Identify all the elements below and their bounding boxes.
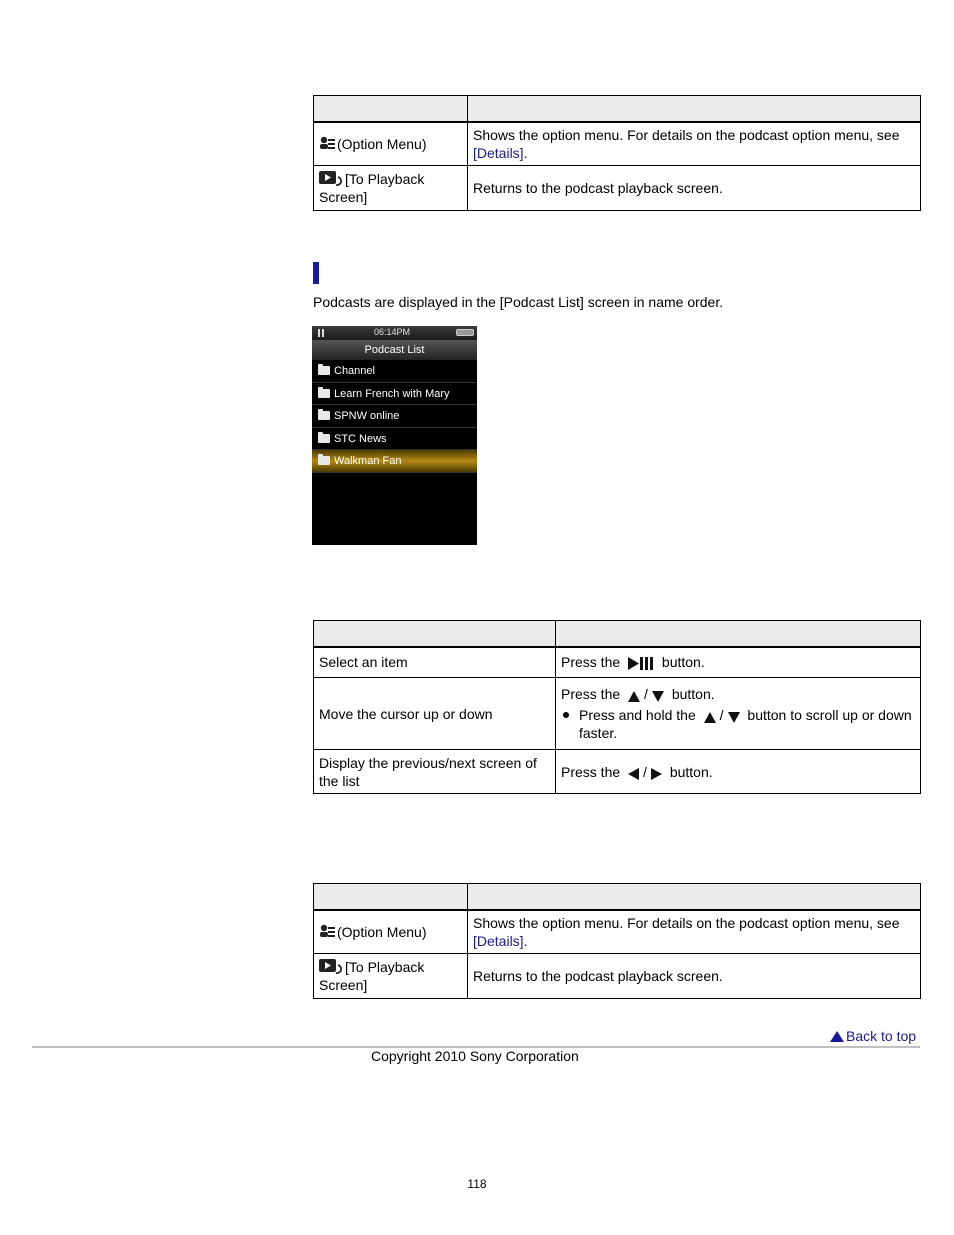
back-to-top-link[interactable]: Back to top xyxy=(830,1028,916,1044)
folder-icon xyxy=(318,389,330,398)
folder-icon xyxy=(318,366,330,375)
table-row xyxy=(314,647,921,678)
list-item: Learn French with Mary xyxy=(312,383,477,406)
option-menu-desc: Shows the option menu. For details on the podcast option menu, see [Details]. xyxy=(468,910,921,954)
to-playback-screen-icon xyxy=(319,171,343,187)
intro-text: Podcasts are displayed in the [Podcast List] screen in name order. xyxy=(313,294,724,310)
up-arrow-icon xyxy=(628,691,640,702)
play-pause-icon xyxy=(628,657,654,670)
details-link[interactable]: [Details] xyxy=(473,144,524,161)
to-playback-cell: [To Playback Screen] xyxy=(314,954,468,999)
folder-icon xyxy=(318,411,330,420)
table-row xyxy=(314,910,921,954)
action-cell: Select an item xyxy=(314,647,556,678)
page-number: 118 xyxy=(467,1177,487,1191)
button-operation-table xyxy=(313,620,921,794)
table-row xyxy=(314,750,921,794)
to-playback-desc: Returns to the podcast playback screen. xyxy=(468,166,921,211)
action-cell: Move the cursor up or down xyxy=(314,678,556,750)
action-cell: Display the previous/next screen of the list xyxy=(314,750,556,794)
option-menu-desc: Shows the option menu. For details on the podcast option menu, see [Details]. xyxy=(468,122,921,166)
table-row xyxy=(314,678,921,750)
option-menu-icon xyxy=(319,136,335,152)
option-menu-icon xyxy=(319,924,335,940)
table-header-row xyxy=(314,621,921,647)
list-item: Channel xyxy=(312,360,477,383)
device-status-bar xyxy=(312,326,477,340)
operation-cell: Press the / button. xyxy=(556,750,921,794)
option-table-bottom xyxy=(313,883,921,999)
left-arrow-icon xyxy=(628,768,639,780)
table-row xyxy=(314,122,921,166)
table-header-row xyxy=(314,96,921,122)
battery-icon xyxy=(456,329,474,336)
section-heading-marker xyxy=(313,262,319,284)
down-arrow-icon xyxy=(728,712,740,723)
right-arrow-icon xyxy=(651,768,662,780)
list-item: SPNW online xyxy=(312,405,477,428)
option-menu-cell: (Option Menu) xyxy=(314,910,468,954)
to-playback-cell: [To Playback Screen] xyxy=(314,166,468,211)
details-link[interactable]: [Details] xyxy=(473,932,524,949)
table-row xyxy=(314,954,921,999)
bullet-dot xyxy=(563,712,569,718)
copyright-text: Copyright 2010 Sony Corporation xyxy=(371,1048,579,1064)
list-item-selected: Walkman Fan xyxy=(312,450,477,473)
podcast-list-screenshot xyxy=(312,326,477,545)
triangle-up-icon xyxy=(830,1031,844,1042)
operation-cell: Press the button. xyxy=(556,647,921,678)
to-playback-desc: Returns to the podcast playback screen. xyxy=(468,954,921,999)
folder-icon xyxy=(318,456,330,465)
list-item: STC News xyxy=(312,428,477,451)
device-time: 06:14PM xyxy=(374,327,411,337)
table-header-row xyxy=(314,884,921,910)
option-table-top xyxy=(313,95,921,211)
folder-icon xyxy=(318,434,330,443)
option-menu-cell: (Option Menu) xyxy=(314,122,468,166)
operation-cell: Press the / button. Press and hold the / button to scroll up or down faster. xyxy=(556,678,921,750)
table-row xyxy=(314,166,921,211)
device-screen-title: Podcast List xyxy=(312,340,477,360)
down-arrow-icon xyxy=(652,691,664,702)
to-playback-screen-icon xyxy=(319,959,343,975)
up-arrow-icon xyxy=(704,712,716,723)
pause-icon xyxy=(318,329,324,337)
bullet-item: Press and hold the / button to scroll up or down faster. xyxy=(561,706,915,742)
